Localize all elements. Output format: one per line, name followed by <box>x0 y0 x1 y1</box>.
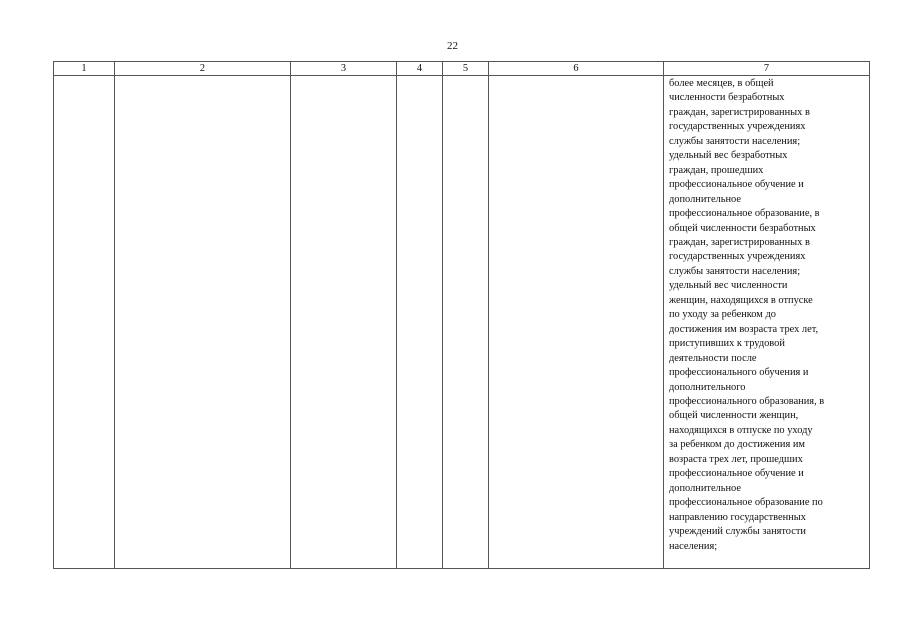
text-line: достижения им возраста трех лет, <box>669 323 819 335</box>
text-line: по уходу за ребенком до <box>669 309 776 321</box>
text-line: профессионального образования, в <box>669 395 825 407</box>
text-line: государственных учреждениях <box>669 251 806 263</box>
text-line: граждан, зарегистрированных в <box>669 236 810 248</box>
text-line: профессиональное обучение и <box>669 468 804 480</box>
text-line: учреждений службы занятости <box>669 526 806 538</box>
text-line: удельный вес безработных <box>669 150 788 162</box>
text-line: удельный вес численности <box>669 280 788 292</box>
text-line: численности безработных <box>669 92 785 104</box>
text-line: деятельности после <box>669 352 757 364</box>
text-line: приступивших к трудовой <box>669 338 785 350</box>
text-line: дополнительное <box>669 193 741 205</box>
text-line: граждан, зарегистрированных в <box>669 106 810 118</box>
column-header-3: 3 <box>291 62 397 76</box>
text-line: за ребенком до достижения им <box>669 439 805 451</box>
column-header-2: 2 <box>115 62 291 76</box>
table-cell-3 <box>291 76 397 569</box>
text-line: населения; <box>669 540 718 552</box>
column-header-5: 5 <box>443 62 489 76</box>
text-line: профессиональное обучение и <box>669 179 804 191</box>
table-cell-1 <box>54 76 115 569</box>
table-cell-5 <box>443 76 489 569</box>
table-row <box>54 76 870 569</box>
column-header-4: 4 <box>397 62 443 76</box>
text-line: дополнительное <box>669 482 741 494</box>
table-cell-7-indicators <box>664 76 870 569</box>
text-line: службы занятости населения; <box>669 135 801 147</box>
page-number: 22 <box>447 40 458 52</box>
column-header-7: 7 <box>664 62 870 76</box>
table-header-row <box>54 62 870 76</box>
column-header-1: 1 <box>54 62 115 76</box>
table-cell-2 <box>115 76 291 569</box>
table-cell-6 <box>489 76 664 569</box>
text-line: профессиональное образование, в <box>669 208 820 220</box>
text-line: направлению государственных <box>669 511 806 523</box>
text-line: дополнительного <box>669 381 746 393</box>
text-line: граждан, прошедших <box>669 164 764 176</box>
text-line: службы занятости населения; <box>669 265 801 277</box>
text-line: государственных учреждениях <box>669 121 806 133</box>
text-line: возраста трех лет, прошедших <box>669 453 803 465</box>
text-line: женщин, находящихся в отпуске <box>669 294 813 306</box>
text-line: более месяцев, в общей <box>669 78 774 89</box>
column-header-6: 6 <box>489 62 664 76</box>
text-line: находящихся в отпуске по уходу <box>669 424 813 436</box>
text-line: общей численности женщин, <box>669 410 799 422</box>
document-table <box>53 61 870 569</box>
text-line: профессионального обучения и <box>669 367 809 379</box>
text-line: общей численности безработных <box>669 222 816 234</box>
text-line: профессиональное образование по <box>669 497 823 509</box>
table-cell-4 <box>397 76 443 569</box>
